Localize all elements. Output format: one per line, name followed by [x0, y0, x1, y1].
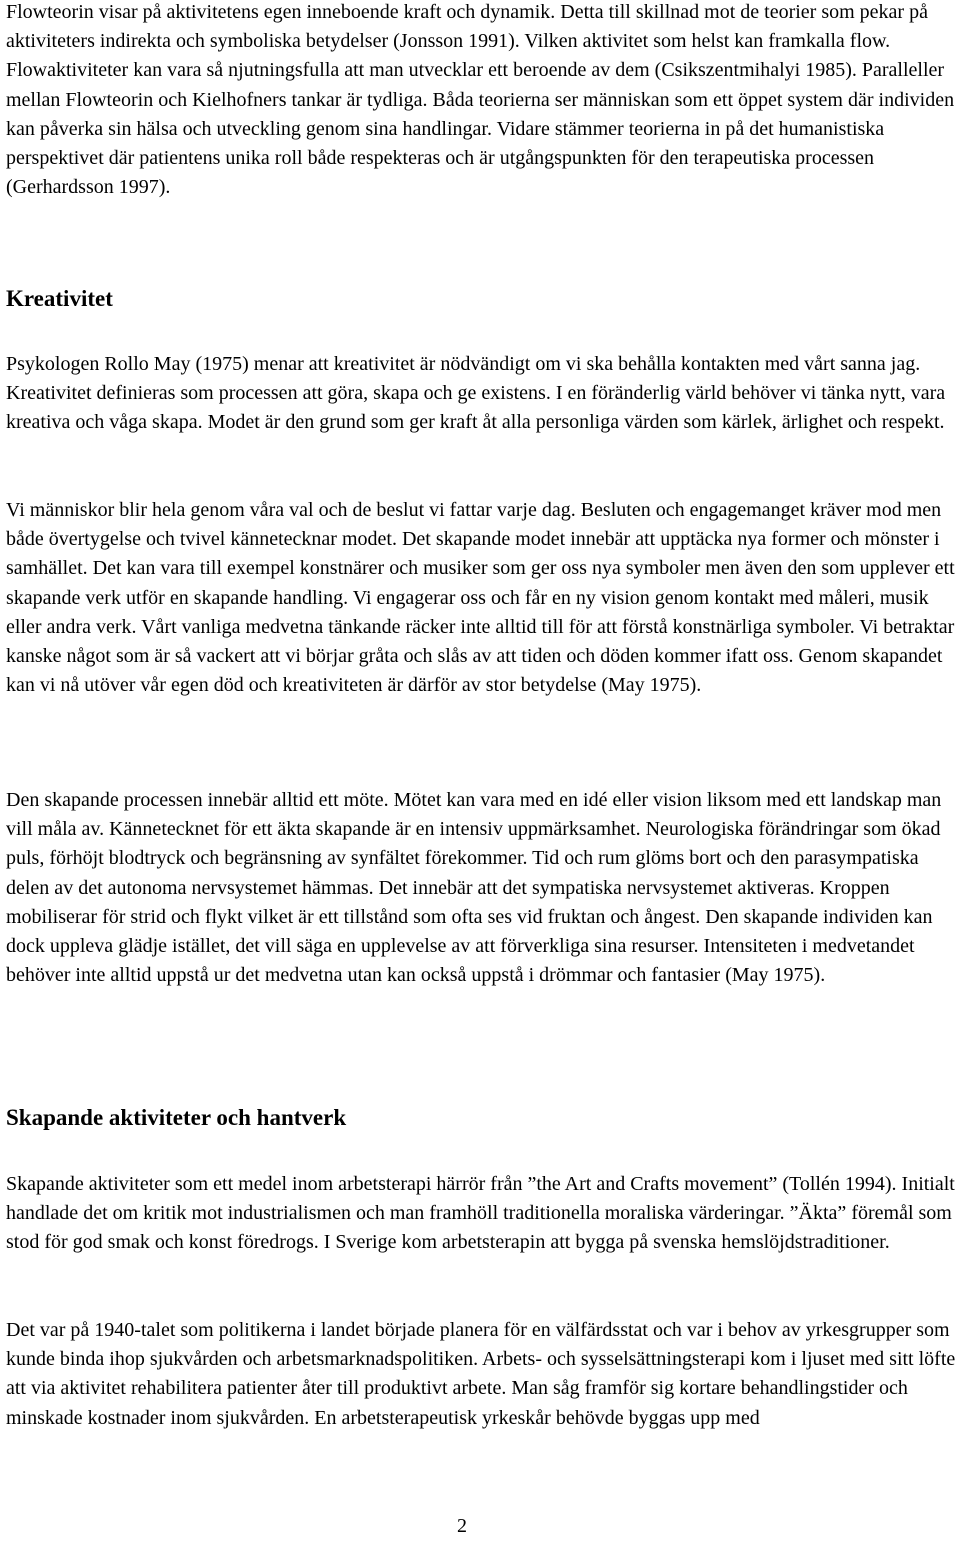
- body-paragraph: Flowteorin visar på aktivitetens egen inneboende kraft och dynamik. Detta till skillnad mot de teorier som pekar på aktiviteters indirekta och symboliska betydelser (Jonsson 1991). Vilken aktivitet som helst kan framkalla flow. Flowaktiviteter kan vara så njutningsfulla att man utvecklar ett beroende av dem (Csikszentmihalyi 1985). Paralleller mellan Flowteorin och Kielhofners tankar är tydliga. Båda teorierna ser människan som ett öppet system där individen kan påverka sin hälsa och utveckling genom sina handlingar. Vidare stämmer teorierna in på det humanistiska perspektivet där patientens unika roll både respekteras och är utgångspunkten för den terapeutiska processen (Gerhardsson 1997).: [6, 1, 955, 199]
- page-number: 2: [457, 1515, 467, 1537]
- body-paragraph: Vi människor blir hela genom våra val och de beslut vi fattar varje dag. Besluten och engagemanget kräver mod men både övertygelse och tvivel kännetecknar modet. Det skapande modet innebär att upptäcka nya former och mönster i samhället. Det kan vara till exempel konstnärer och musiker som ger oss nya symboler men även den som upplever ett skapande verk utför en skapande handling. Vi engagerar oss och får en ny vision genom kontakt med måleri, musik eller andra verk. Vårt vanliga medvetna tänkande räcker inte alltid till för att förstå konstnärliga symboler. Vi betraktar kanske något som är så vackert att vi börjar gråta och slås av att tiden och döden kommer ifatt oss. Genom skapandet kan vi nå utöver vår egen död och kreativiteten är därför av stor betydelse (May 1975).: [6, 499, 955, 697]
- section-heading-skapande-aktiviteter: Skapande aktiviteter och hantverk: [6, 1105, 347, 1130]
- body-paragraph: Psykologen Rollo May (1975) menar att kreativitet är nödvändigt om vi ska behålla kontakten med vårt sanna jag. Kreativitet definieras som processen att göra, skapa och ge existens. I en föränderlig värld behöver vi tänka nytt, vara kreativa och våga skapa. Modet är den grund som ger kraft åt alla personliga värden som kärlek, ärlighet och respekt.: [6, 353, 946, 434]
- body-paragraph: Det var på 1940-talet som politikerna i landet började planera för en välfärdsstat och var i behov av yrkesgrupper som kunde binda ihop sjukvården och arbetsmarknadspolitiken. Arbets- och sysselsättningsterapi kom i ljuset med sitt löfte att via aktivitet rehabilitera patienter åter till produktivt arbete. Man såg framför sig kortare behandlingstider och minskade kostnader inom sjukvården. En arbetsterapeutisk yrkeskår behövde byggas upp med: [6, 1319, 956, 1429]
- body-paragraph: Den skapande processen innebär alltid ett möte. Mötet kan vara med en idé eller vision liksom med ett landskap man vill måla av. Kännetecknet för ett äkta skapande är en intensiv uppmärksamhet. Neurologiska förändringar som ökad puls, förhöjt blodtryck och begränsning av synfältet förekommer. Tid och rum glöms bort och den parasympatiska delen av det autonoma nervsystemet hämmas. Det innebär att det sympatiska nervsystemet aktiveras. Kroppen mobiliserar för strid och flykt vilket är ett tillstånd som ofta ses vid fruktan och ångest. Den skapande individen kan dock uppleva glädje istället, det vill säga en upplevelse av att förverkliga sina resurser. Intensiteten i medvetandet behöver inte alltid uppstå ur det medvetna utan kan också uppstå i drömmar och fantasier (May 1975).: [6, 789, 942, 987]
- body-paragraph: Skapande aktiviteter som ett medel inom arbetsterapi härrör från ”the Art and Crafts movement” (Tollén 1994). Initialt handlade det om kritik mot industrialismen och man framhöll traditionella moraliska värderingar. ”Äkta” föremål som stod för god smak och konst föredrogs. I Sverige kom arbetsterapin att bygga på svenska hemslöjdstraditioner.: [6, 1173, 955, 1254]
- section-heading-kreativitet: Kreativitet: [6, 286, 113, 311]
